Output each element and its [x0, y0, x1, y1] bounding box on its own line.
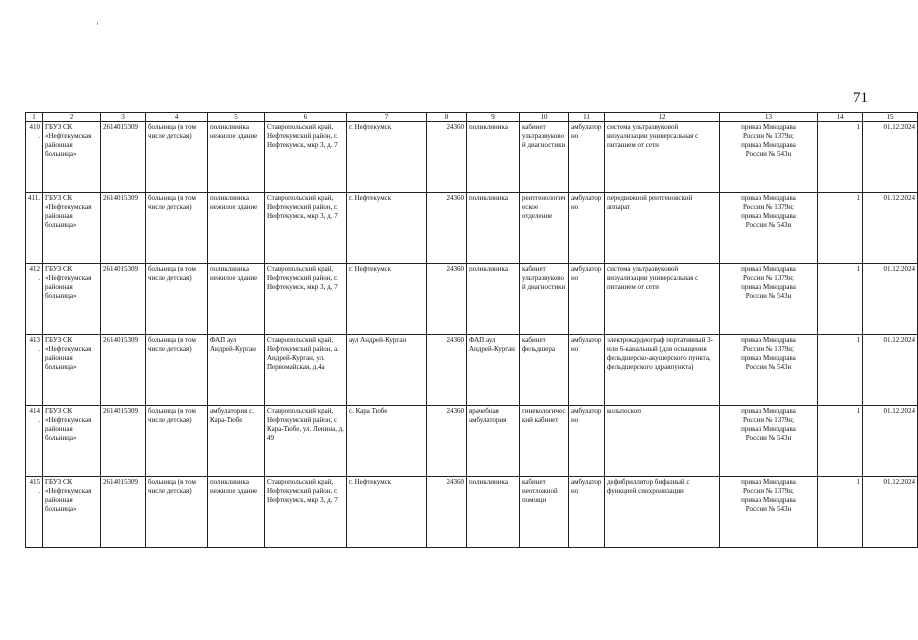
code-cell: 24360	[427, 335, 467, 406]
column-header-1: 1	[26, 113, 43, 122]
department-cell: рентгенологическое отделение	[520, 193, 569, 264]
inn-cell: 2614015309	[101, 264, 146, 335]
date-cell: 01.12.2024	[863, 193, 918, 264]
subdivision-cell: поликлиника	[467, 122, 520, 193]
regulation-line: России № 1379н;	[743, 416, 794, 424]
column-header-2: 2	[43, 113, 101, 122]
regulation-line: приказ Минздрава	[741, 141, 796, 149]
equipment-name-cell: передвижной рентгеновский аппарат	[605, 193, 720, 264]
organization-name-cell: ГБУЗ СК «Нефтекумская районная больница»	[43, 193, 101, 264]
inn-cell: 2614015309	[101, 406, 146, 477]
table-row	[26, 335, 918, 406]
column-header-11: 11	[569, 113, 605, 122]
organization-name-cell: ГБУЗ СК «Нефтекумская районная больница»	[43, 122, 101, 193]
regulation-line: России № 543н	[745, 363, 792, 371]
inn-cell: 2614015309	[101, 477, 146, 548]
code-cell: 24360	[427, 406, 467, 477]
regulation-line: приказ Минздрава	[741, 425, 796, 433]
organization-name-cell: ГБУЗ СК «Нефтекумская районная больница»	[43, 406, 101, 477]
equipment-table	[25, 112, 918, 548]
regulation-cell	[720, 193, 818, 264]
column-header-12: 12	[605, 113, 720, 122]
subdivision-cell: ФАП аул Андрей-Курган	[467, 335, 520, 406]
row-number-cell: 410.	[26, 122, 43, 193]
table-row	[26, 477, 918, 548]
equipment-name-cell: система ультразвуковой визуализации универсальная с питанием от сети	[605, 122, 720, 193]
regulation-line: приказ Минздрава	[741, 265, 796, 273]
table-row	[26, 122, 918, 193]
column-header-6: 6	[265, 113, 347, 122]
equipment-name-cell: дефибриллятор бифазный с функцией синхронизации	[605, 477, 720, 548]
regulation-cell	[720, 264, 818, 335]
department-cell: гинекологический кабинет	[520, 406, 569, 477]
settlement-cell: аул Андрей-Курган	[347, 335, 427, 406]
settlement-cell: с. Кара Тюбе	[347, 406, 427, 477]
care-condition-cell: амбулаторно	[569, 477, 605, 548]
care-condition-cell: амбулаторно	[569, 264, 605, 335]
building-cell: поликлиника нежилое здание	[208, 193, 265, 264]
column-header-8: 8	[427, 113, 467, 122]
settlement-cell: г. Нефтекумск	[347, 264, 427, 335]
page-number: 71	[853, 90, 868, 106]
regulation-cell	[720, 335, 818, 406]
settlement-cell: г. Нефтекумск	[347, 193, 427, 264]
care-condition-cell: амбулаторно	[569, 122, 605, 193]
column-header-4: 4	[146, 113, 208, 122]
date-cell: 01.12.2024	[863, 335, 918, 406]
regulation-line: приказ Минздрава	[741, 407, 796, 415]
quantity-cell: 1	[818, 406, 863, 477]
column-header-7: 7	[347, 113, 427, 122]
date-cell: 01.12.2024	[863, 477, 918, 548]
row-number-cell: 411.	[26, 193, 43, 264]
department-cell: кабинет неотложной помощи	[520, 477, 569, 548]
regulation-line: приказ Минздрава	[741, 336, 796, 344]
address-cell: Ставропольский край, Нефтекумский район, а. Андрей-Курган, ул. Первомайская, д.4а	[265, 335, 347, 406]
care-condition-cell: амбулаторно	[569, 193, 605, 264]
code-cell: 24360	[427, 477, 467, 548]
code-cell: 24360	[427, 193, 467, 264]
address-cell: Ставропольский край, Нефтекумский район, с Кара-Тюбе, ул. Ленина, д. 49	[265, 406, 347, 477]
column-header-3: 3	[101, 113, 146, 122]
code-cell: 24360	[427, 122, 467, 193]
equipment-name-cell: электрокардиограф портативный 3- или 6-канальный (для оснащения фельдшерско-акушерского пункта, фельдшерского здравпункта)	[605, 335, 720, 406]
column-header-13: 13	[720, 113, 818, 122]
regulation-line: России № 543н	[745, 150, 792, 158]
row-number-cell: 414.	[26, 406, 43, 477]
equipment-name-cell: система ультразвуковой визуализации универсальная с питанием от сети	[605, 264, 720, 335]
building-cell: амбулатория с. Кара-Тюбе	[208, 406, 265, 477]
row-number-cell: 415.	[26, 477, 43, 548]
table-row	[26, 406, 918, 477]
regulation-line: России № 543н	[745, 505, 792, 513]
regulation-line: приказ Минздрава	[741, 283, 796, 291]
regulation-line: России № 1379н;	[743, 274, 794, 282]
regulation-line: России № 1379н;	[743, 132, 794, 140]
organization-name-cell: ГБУЗ СК «Нефтекумская районная больница»	[43, 477, 101, 548]
column-header-5: 5	[208, 113, 265, 122]
regulation-line: России № 1379н;	[743, 345, 794, 353]
building-cell: ФАП аул Андрей-Курган	[208, 335, 265, 406]
regulation-line: приказ Минздрава	[741, 478, 796, 486]
regulation-line: России № 1379н;	[743, 203, 794, 211]
date-cell: 01.12.2024	[863, 264, 918, 335]
header-row	[26, 113, 918, 122]
regulation-line: приказ Минздрава	[741, 354, 796, 362]
subdivision-cell: поликлиника	[467, 264, 520, 335]
table-row	[26, 193, 918, 264]
inn-cell: 2614015309	[101, 193, 146, 264]
column-header-15: 15	[863, 113, 918, 122]
building-cell: поликлиника нежилое здание	[208, 264, 265, 335]
address-cell: Ставропольский край, Нефтекумский район, г. Нефтекумск, мкр 3, д. 7	[265, 193, 347, 264]
regulation-cell	[720, 122, 818, 193]
code-cell: 24360	[427, 264, 467, 335]
care-condition-cell: амбулаторно	[569, 406, 605, 477]
regulation-line: приказ Минздрава	[741, 194, 796, 202]
settlement-cell: г. Нефтекумск	[347, 477, 427, 548]
table-row	[26, 264, 918, 335]
organization-type-cell: больница (в том числе детская)	[146, 335, 208, 406]
care-condition-cell: амбулаторно	[569, 335, 605, 406]
row-number-cell: 412.	[26, 264, 43, 335]
department-cell: кабинет ультразвуковой диагностики	[520, 122, 569, 193]
date-cell: 01.12.2024	[863, 122, 918, 193]
inn-cell: 2614015309	[101, 122, 146, 193]
quantity-cell: 1	[818, 264, 863, 335]
settlement-cell: г. Нефтекумск	[347, 122, 427, 193]
organization-type-cell: больница (в том числе детская)	[146, 406, 208, 477]
address-cell: Ставропольский край, Нефтекумский район, г. Нефтекумск, мкр 3, д. 7	[265, 122, 347, 193]
regulation-line: приказ Минздрава	[741, 123, 796, 131]
subdivision-cell: поликлиника	[467, 477, 520, 548]
quantity-cell: 1	[818, 477, 863, 548]
organization-name-cell: ГБУЗ СК «Нефтекумская районная больница»	[43, 264, 101, 335]
regulation-cell	[720, 406, 818, 477]
equipment-name-cell: кольпоскоп	[605, 406, 720, 477]
regulation-line: России № 543н	[745, 434, 792, 442]
building-cell: поликлиника нежилое здание	[208, 122, 265, 193]
inn-cell: 2614015309	[101, 335, 146, 406]
address-cell: Ставропольский край, Нефтекумский район, г. Нефтекумск, мкр 3, д. 7	[265, 264, 347, 335]
building-cell: поликлиника нежилое здание	[208, 477, 265, 548]
date-cell: 01.12.2024	[863, 406, 918, 477]
column-header-9: 9	[467, 113, 520, 122]
organization-type-cell: больница (в том числе детская)	[146, 264, 208, 335]
department-cell: кабинет ультразвуковой диагностики	[520, 264, 569, 335]
subdivision-cell: поликлиника	[467, 193, 520, 264]
row-number-cell: 413.	[26, 335, 43, 406]
quantity-cell: 1	[818, 335, 863, 406]
regulation-line: России № 543н	[745, 221, 792, 229]
quantity-cell: 1	[818, 122, 863, 193]
regulation-line: России № 1379н;	[743, 487, 794, 495]
organization-type-cell: больница (в том числе детская)	[146, 193, 208, 264]
regulation-line: приказ Минздрава	[741, 496, 796, 504]
column-header-14: 14	[818, 113, 863, 122]
regulation-line: России № 543н	[745, 292, 792, 300]
address-cell: Ставропольский край, Нефтекумский район, г. Нефтекумск, мкр 3, д. 7	[265, 477, 347, 548]
regulation-line: приказ Минздрава	[741, 212, 796, 220]
organization-type-cell: больница (в том числе детская)	[146, 477, 208, 548]
scan-mark	[97, 22, 98, 25]
quantity-cell: 1	[818, 193, 863, 264]
organization-type-cell: больница (в том числе детская)	[146, 122, 208, 193]
subdivision-cell: врачебная амбулатория	[467, 406, 520, 477]
column-header-10: 10	[520, 113, 569, 122]
organization-name-cell: ГБУЗ СК «Нефтекумская районная больница»	[43, 335, 101, 406]
department-cell: кабинет фельдшера	[520, 335, 569, 406]
regulation-cell	[720, 477, 818, 548]
